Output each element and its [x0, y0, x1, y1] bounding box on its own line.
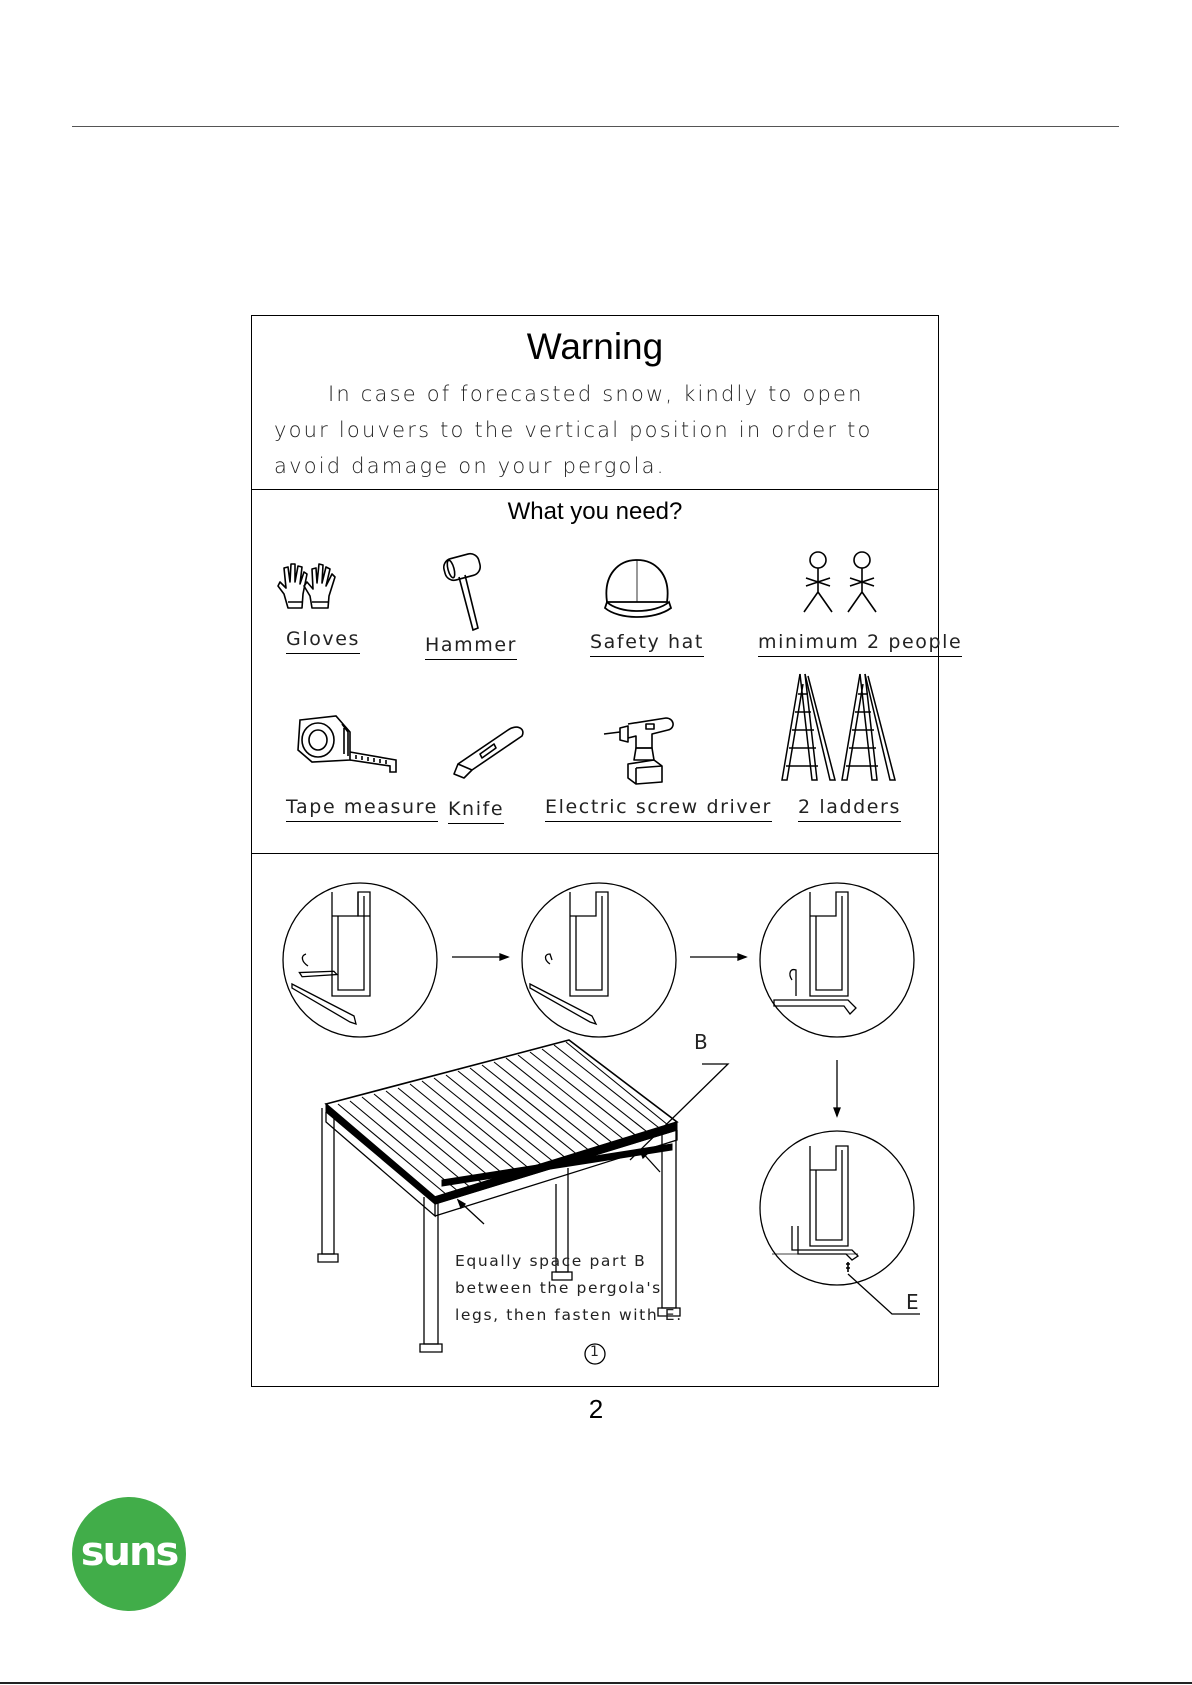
tool-label-ladders: 2 ladders	[798, 796, 901, 822]
assembly-step-section	[252, 854, 938, 1386]
part-e-label: E	[906, 1290, 919, 1314]
footer-rule	[0, 1682, 1192, 1684]
ladders-icon	[778, 672, 902, 784]
safety-hat-icon	[599, 556, 675, 618]
tool-label-hammer: Hammer	[425, 634, 517, 660]
screw-driver-icon	[602, 712, 682, 786]
warning-text-block	[274, 376, 922, 484]
tool-label-safety-hat: Safety hat	[590, 631, 704, 657]
detail-view-4	[760, 1131, 914, 1285]
logo-text: suns	[80, 1529, 178, 1575]
warning-section	[252, 316, 938, 490]
step-number: 1	[590, 1344, 599, 1360]
tool-label-tape-measure: Tape measure	[286, 796, 438, 822]
detail-view-3	[760, 883, 914, 1037]
warning-title: Warning	[526, 326, 664, 367]
part-b-label: B	[694, 1030, 708, 1054]
gloves-icon	[274, 556, 344, 612]
people-icon	[802, 550, 882, 620]
caption-line-3: legs, then fasten with E.	[455, 1306, 683, 1324]
tool-label-gloves: Gloves	[286, 628, 360, 654]
step-caption	[455, 1248, 683, 1329]
detail-view-1	[283, 883, 437, 1037]
tools-title: What you need?	[507, 498, 683, 525]
detail-view-2	[522, 883, 676, 1037]
caption-line-2: between the pergola's	[455, 1279, 662, 1297]
tools-section	[252, 490, 963, 854]
page-number: 2	[588, 1394, 604, 1424]
knife-icon	[450, 720, 530, 780]
caption-line-1: Equally space part B	[455, 1252, 647, 1270]
tool-label-people: minimum 2 people	[758, 631, 962, 657]
tape-measure-icon	[292, 710, 402, 782]
hammer-icon	[440, 550, 490, 634]
tool-label-screw-driver: Electric screw driver	[545, 796, 772, 822]
instruction-frame	[251, 315, 963, 1387]
tool-label-knife: Knife	[448, 798, 504, 824]
suns-logo	[72, 1497, 186, 1611]
header-rule	[72, 126, 1119, 127]
warning-text: In case of forecasted snow, kindly to open your louvers to the vertical position in order to avoid damage on your pergola.	[274, 382, 873, 478]
